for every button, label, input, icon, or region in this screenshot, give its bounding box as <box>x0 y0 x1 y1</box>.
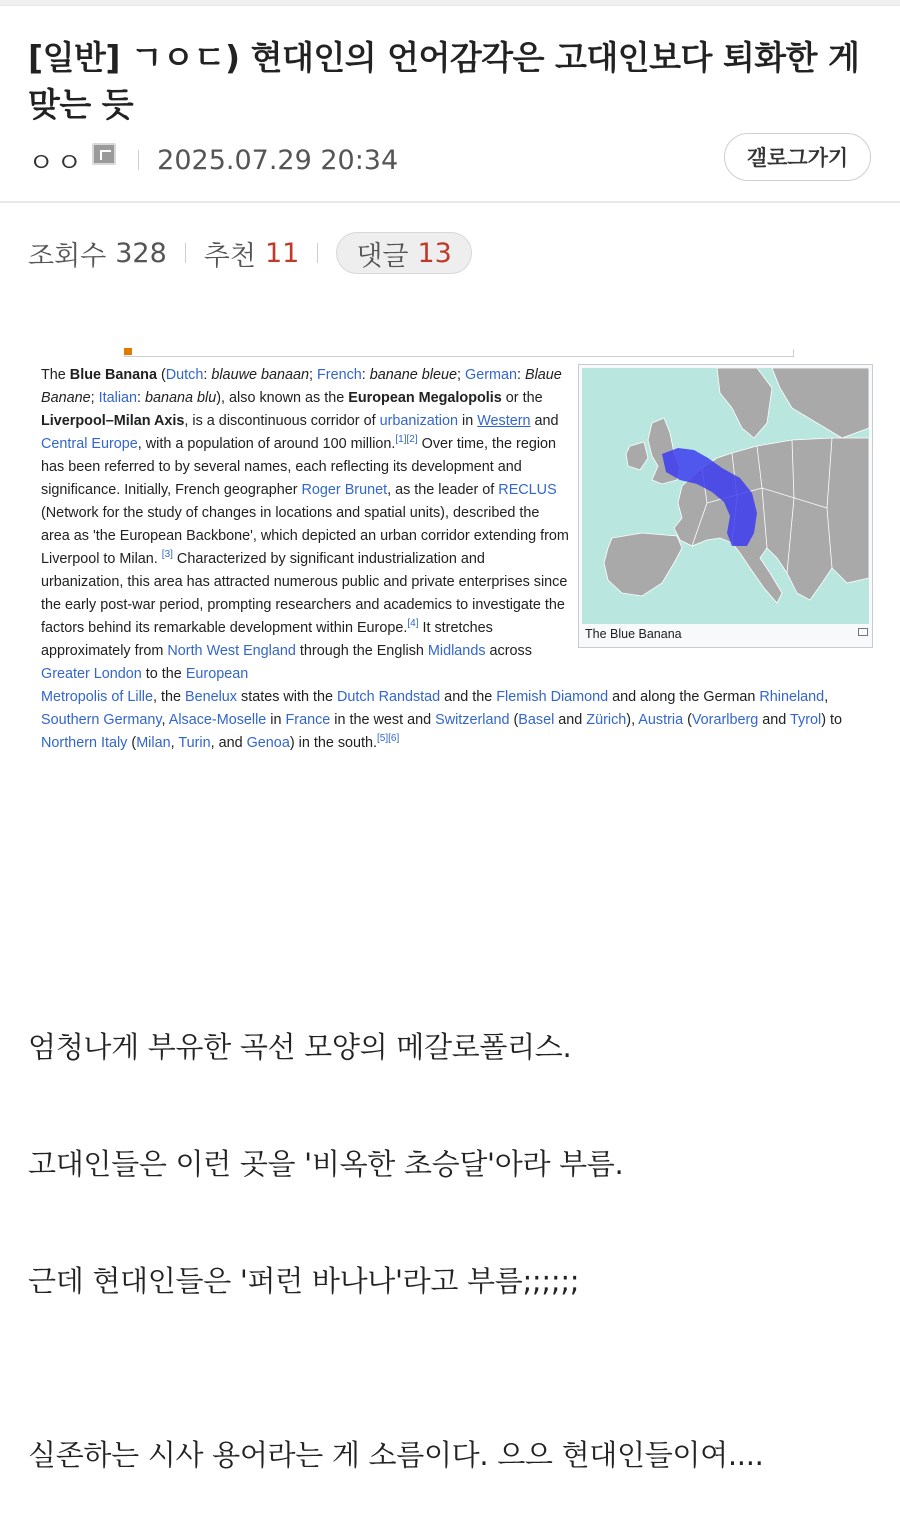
wiki-link[interactable]: Roger Brunet <box>301 482 388 498</box>
wiki-link[interactable]: Western <box>477 413 531 429</box>
top-divider <box>0 0 900 6</box>
wiki-link[interactable]: French <box>316 367 362 383</box>
comments-button[interactable] <box>336 232 472 274</box>
wiki-link[interactable]: Southern Germany <box>41 712 162 728</box>
gallery-member-icon <box>92 143 116 165</box>
wiki-citation[interactable]: [1][2] <box>395 434 418 445</box>
wiki-link[interactable]: RECLUS <box>498 482 557 498</box>
wiki-link[interactable]: urbanization <box>379 413 458 429</box>
wiki-citation[interactable]: [5][6] <box>377 733 400 744</box>
wiki-link[interactable]: Rhineland <box>759 689 825 705</box>
wiki-screenshot <box>36 344 873 764</box>
post-title: [일반] ㄱㅇㄷ) 현대인의 언어감각은 고대인보다 퇴화한 게 맞는 듯 <box>28 38 860 124</box>
gallog-button[interactable]: 갤로그가기 <box>724 133 871 181</box>
wiki-link[interactable]: Dutch Randstad <box>336 689 441 705</box>
figure-caption: The Blue Banana <box>585 627 682 641</box>
expand-icon[interactable] <box>858 628 868 636</box>
author-nickname[interactable]: ㅇㅇ <box>28 147 85 179</box>
wiki-link[interactable]: Genoa <box>246 735 290 751</box>
header-divider <box>0 201 900 203</box>
wiki-link[interactable]: Northern Italy <box>41 735 128 751</box>
wiki-link[interactable]: Vorarlberg <box>691 712 759 728</box>
recommend-label: 추천 <box>203 240 256 272</box>
body-paragraph: 실존하는 시사 용어라는 게 소름이다. 으으 현대인들이여.... <box>28 1438 764 1472</box>
wiki-citation[interactable]: [3] <box>161 549 173 560</box>
wiki-citation[interactable]: [4] <box>407 618 419 629</box>
comments-label: 댓글 <box>356 240 409 272</box>
europe-map <box>582 368 869 624</box>
wiki-marker <box>124 348 132 355</box>
wiki-link[interactable]: European <box>185 666 249 682</box>
wiki-link[interactable]: German <box>465 367 517 383</box>
post-stats <box>28 230 472 276</box>
wiki-link[interactable]: North West England <box>167 643 296 659</box>
wiki-link[interactable]: France <box>285 712 331 728</box>
wiki-top-rule <box>124 349 794 357</box>
post-date: 2025.07.29 20:34 <box>157 144 399 176</box>
wiki-link[interactable]: Switzerland <box>435 712 510 728</box>
wiki-link[interactable]: Milan <box>136 735 171 751</box>
wiki-link[interactable]: Austria <box>638 712 684 728</box>
wiki-link[interactable]: Zürich <box>586 712 627 728</box>
views-count: 328 <box>115 237 167 269</box>
wiki-link[interactable]: Turin <box>178 735 211 751</box>
wiki-link[interactable]: Tyrol <box>790 712 822 728</box>
body-paragraph: 엄청나게 부유한 곡선 모양의 메갈로폴리스. <box>28 1030 572 1064</box>
wiki-link[interactable]: Flemish Diamond <box>496 689 609 705</box>
meta-divider <box>138 150 139 170</box>
wiki-link[interactable]: Midlands <box>427 643 486 659</box>
stats-divider <box>185 243 186 263</box>
recommend-count: 11 <box>264 237 300 269</box>
wiki-link[interactable]: Alsace-Moselle <box>168 712 267 728</box>
comments-count: 13 <box>417 237 452 269</box>
body-paragraph: 고대인들은 이런 곳을 '비옥한 초승달'아라 부름. <box>28 1147 624 1181</box>
blue-banana-figure[interactable] <box>578 364 873 648</box>
wiki-link[interactable]: Metropolis of Lille <box>41 689 153 705</box>
wiki-link[interactable]: Italian <box>98 390 138 406</box>
wiki-link[interactable]: Basel <box>518 712 555 728</box>
wiki-link[interactable]: Central Europe <box>41 436 138 452</box>
wiki-paragraph-continued: Metropolis of Lille, the Benelux states with the Dutch Randstad and the Flemish Diamond and along the German Rhineland, Southern Germany, Alsace-Moselle in France in the west and Switzerland (Basel and Zürich), Austria (Vorarlberg and Tyrol) to Northern Italy (Milan, Turin, and Genoa) in the south.[5][6] <box>41 689 843 751</box>
wiki-link[interactable]: Greater London <box>41 666 142 682</box>
wiki-link[interactable]: Dutch <box>165 367 204 383</box>
wiki-paragraph: The Blue Banana (Dutch: blauwe banaan; French: banane bleue; German: Blaue Banane; Italian: banana blu), also known as the European Megalopolis or the Liverpool–Milan Axis, is a discontinuous corridor of urbanization in Western and Central Europe, with a population of around 100 million.[1][2] Over time, the region has been referred to by several names, each reflecting its development and significance. Initially, French geographer Roger Brunet, as the leader of RECLUS (Network for the study of changes in locations and spatial units), described the area as 'the European Backbone', which depicted an urban corridor extending from Liverpool to Milan. [3] Characterized by significant industrialization and urbanization, this area has attracted numerous public and private enterprises since the early post-war period, prompting researchers and academics to investigate the factors behind its remarkable development within Europe.[4] It stretches approximately from North West England through the English Midlands across Greater London to the European <box>41 367 569 682</box>
views-label: 조회수 <box>28 240 107 272</box>
wiki-link[interactable]: Benelux <box>184 689 237 705</box>
body-paragraph: 근데 현대인들은 '퍼런 바나나'라고 부름;;;;;; <box>28 1264 580 1298</box>
stats-divider <box>317 243 318 263</box>
